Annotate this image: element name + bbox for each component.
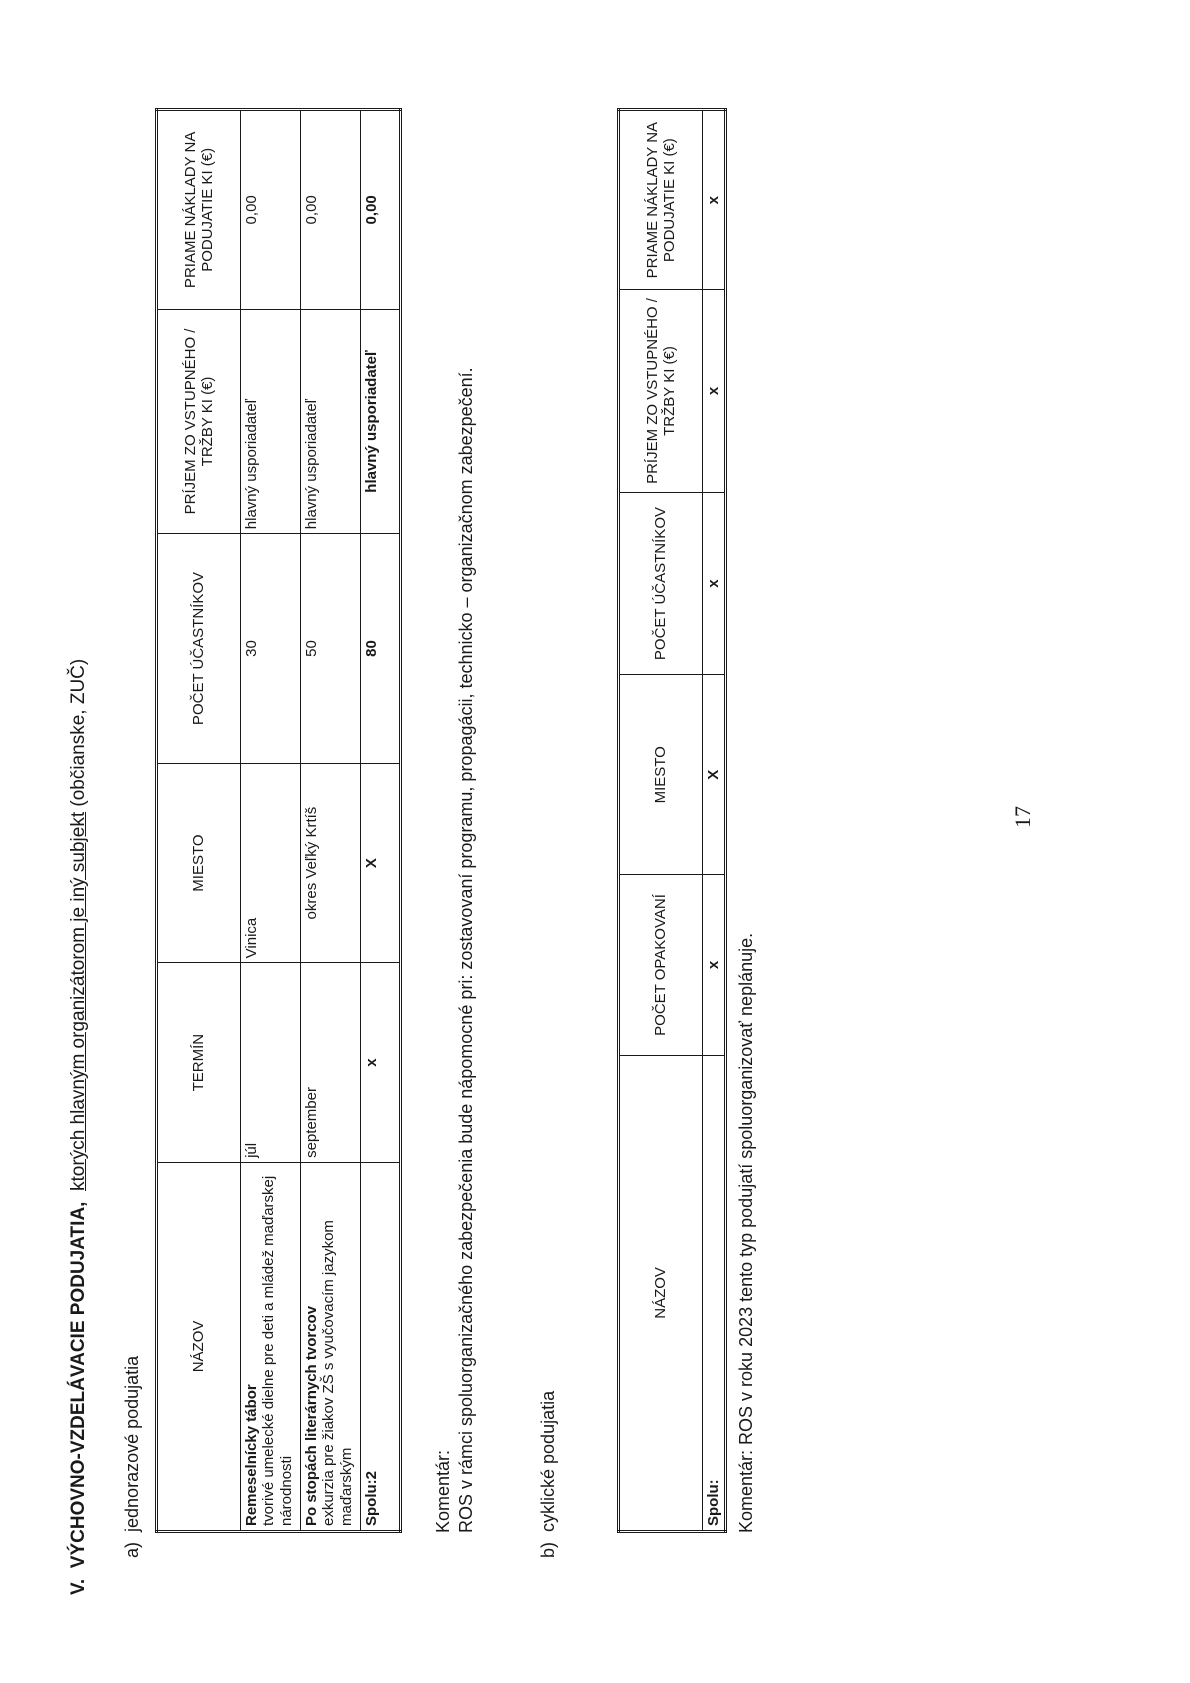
section-a-title: a) jednorazové podujatia [122,1355,142,1558]
header-costs: PRIAME NÁKLADY NA PODUJATIE KI (€) [619,110,703,290]
table-row [241,110,301,1532]
section-heading [68,659,90,1595]
table-row [301,110,361,1532]
header-place: MIESTO [619,675,703,875]
single-events-table [155,108,402,1533]
header-name: NÁZOV [157,1162,241,1531]
heading-number: V. [68,1578,89,1595]
event-count: 50 [301,534,361,764]
event-term: júl [241,963,301,1163]
header-income: PRÍJEM ZO VSTUPNÉHO / TRŽBY KI (€) [157,309,241,534]
header-count: POČET ÚČASTNÍKOV [157,534,241,764]
event-name: Po stopách literárnych tvorcov [303,1305,320,1526]
total-label: Spolu: [703,1055,726,1531]
comment-label: Komentár: [433,1449,453,1533]
event-income: hlavný usporiadateľ [241,309,301,534]
total-row [361,110,401,1532]
event-name-cell [241,1162,301,1531]
heading-title: VÝCHOVNO-VZDELÁVACIE PODUJATIA, [68,1201,89,1569]
event-term: september [301,963,361,1163]
total-place: X [361,763,401,963]
total-costs: x [703,110,726,290]
event-costs: 0,00 [301,110,361,310]
event-name-cell [301,1162,361,1531]
total-costs: 0,00 [361,110,401,310]
total-income: x [703,290,726,492]
section-b-title: b) cyklické podujatia [538,1390,558,1558]
total-count: x [703,492,726,675]
event-place: okres Veľký Krtíš [301,763,361,963]
total-label: Spolu:2 [361,1162,401,1531]
header-costs: PRIAME NÁKLADY NA PODUJATIE KI (€) [157,110,241,310]
page-number: 17 [1010,806,1035,828]
total-row [703,110,726,1532]
event-income: hlavný usporiadateľ [301,309,361,534]
event-costs: 0,00 [241,110,301,310]
header-count: POČET ÚČASTNÍKOV [619,492,703,675]
header-term: TERMÍN [157,963,241,1163]
heading-tail: (občianske, ZUČ) [68,658,89,807]
event-description: exkurzia pre žiakov ZŠ s vyučovacím jazykom maďarským [320,1220,355,1526]
comment-text: ROS v rámci spoluorganizačného zabezpečenia bude nápomocné pri: zostavovaní programu, propagácii, technicko – organizačnom zabezpečení. [455,367,476,1533]
total-income: hlavný usporiadateľ [361,309,401,534]
section-b-comment: Komentár: ROS v roku 2023 tento typ podujatí spoluorganizovať neplánuje. [736,932,756,1533]
heading-underlined: ktorých hlavným organizátorom je iný subjekt [68,811,89,1191]
total-repeats: x [703,875,726,1056]
section-a-comment [432,108,477,1533]
table-header-row [619,110,703,1532]
header-income: PRÍJEM ZO VSTUPNÉHO / TRŽBY KI (€) [619,290,703,492]
header-name: NÁZOV [619,1055,703,1531]
header-place: MIESTO [157,763,241,963]
total-count: 80 [361,534,401,764]
event-count: 30 [241,534,301,764]
event-place: Vinica [241,763,301,963]
header-repeats: POČET OPAKOVANÍ [619,875,703,1056]
event-description: tvorivé umelecké dielne pre deti a mládež maďarskej národnosti [260,1175,295,1526]
table-header-row [157,110,241,1532]
event-name: Remeselnícky tábor [243,1384,260,1526]
total-term: x [361,963,401,1163]
total-place: X [703,675,726,875]
cyclic-events-table [617,108,727,1533]
